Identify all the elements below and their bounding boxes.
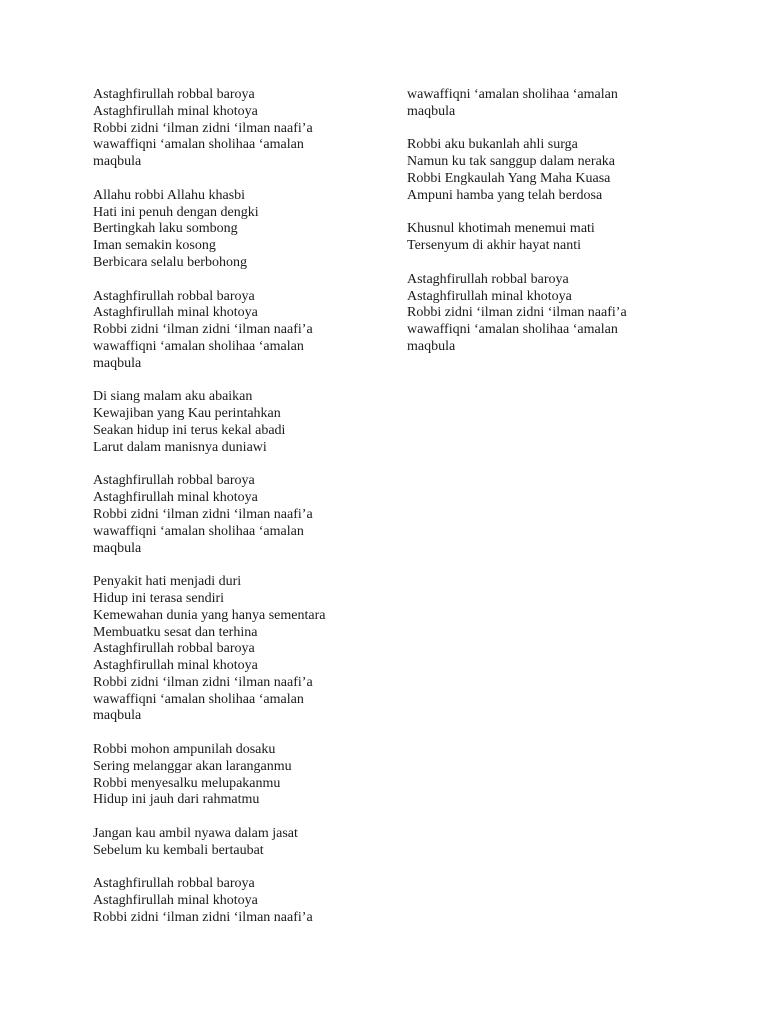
lyric-line: Astaghfirullah robbal baroya bbox=[93, 288, 255, 304]
lyric-line: Kemewahan dunia yang hanya sementara bbox=[93, 607, 326, 623]
lyric-line: Tersenyum di akhir hayat nanti bbox=[407, 238, 581, 254]
left-column bbox=[93, 87, 393, 944]
lyric-line: Berbicara selalu berbohong bbox=[93, 254, 247, 270]
lyric-line: maqbula bbox=[407, 103, 456, 119]
stanza bbox=[407, 87, 707, 121]
lyric-line: wawaffiqni ‘amalan sholihaa ‘amalan bbox=[93, 691, 304, 707]
lyric-line: Astaghfirullah minal khotoya bbox=[93, 893, 258, 909]
lyric-line: wawaffiqni ‘amalan sholihaa ‘amalan bbox=[93, 137, 304, 153]
lyric-line: Astaghfirullah robbal baroya bbox=[93, 876, 255, 892]
lyric-line: Kewajiban yang Kau perintahkan bbox=[93, 406, 281, 422]
stanza bbox=[93, 473, 393, 557]
lyric-line: Robbi menyesalku melupakanmu bbox=[93, 775, 281, 791]
lyric-line: maqbula bbox=[93, 540, 142, 556]
lyric-line: Robbi aku bukanlah ahli surga bbox=[407, 137, 578, 153]
lyric-line: Iman semakin kosong bbox=[93, 238, 216, 254]
lyric-line: Robbi mohon ampunilah dosaku bbox=[93, 742, 276, 758]
stanza bbox=[407, 137, 707, 204]
lyric-line: maqbula bbox=[93, 708, 142, 724]
lyric-line: Astaghfirullah minal khotoya bbox=[93, 490, 258, 506]
lyric-line: Robbi Engkaulah Yang Maha Kuasa bbox=[407, 170, 611, 186]
lyric-line: Allahu robbi Allahu khasbi bbox=[93, 187, 246, 203]
lyric-line: Sering melanggar akan laranganmu bbox=[93, 758, 292, 774]
stanza bbox=[93, 826, 393, 860]
stanza bbox=[93, 289, 393, 373]
lyric-line: Astaghfirullah minal khotoya bbox=[93, 305, 258, 321]
lyric-line: wawaffiqni ‘amalan sholihaa ‘amalan bbox=[407, 322, 618, 338]
lyric-line: Robbi zidni ‘ilman zidni ‘ilman naafi’a bbox=[93, 674, 313, 690]
lyric-line: maqbula bbox=[93, 154, 142, 170]
lyric-line: Astaghfirullah minal khotoya bbox=[407, 288, 572, 304]
lyric-line: Ampuni hamba yang telah berdosa bbox=[407, 187, 603, 203]
lyric-line: Di siang malam aku abaikan bbox=[93, 389, 253, 405]
lyric-line: Astaghfirullah robbal baroya bbox=[93, 87, 255, 102]
lyric-line: wawaffiqni ‘amalan sholihaa ‘amalan bbox=[93, 523, 304, 539]
lyric-line: Robbi zidni ‘ilman zidni ‘ilman naafi’a bbox=[93, 910, 313, 926]
lyric-line: Jangan kau ambil nyawa dalam jasat bbox=[93, 826, 298, 842]
stanza bbox=[93, 876, 393, 926]
lyric-line: Astaghfirullah minal khotoya bbox=[93, 658, 258, 674]
lyric-line: wawaffiqni ‘amalan sholihaa ‘amalan bbox=[93, 338, 304, 354]
lyric-line: Hidup ini jauh dari rahmatmu bbox=[93, 792, 260, 808]
lyric-line: Penyakit hati menjadi duri bbox=[93, 574, 242, 590]
lyric-line: maqbula bbox=[407, 338, 456, 354]
lyric-line: Namun ku tak sanggup dalam neraka bbox=[407, 154, 615, 170]
lyric-line: Bertingkah laku sombong bbox=[93, 221, 238, 237]
lyric-line: Astaghfirullah robbal baroya bbox=[407, 271, 569, 287]
stanza bbox=[407, 272, 707, 356]
lyric-line: Hidup ini terasa sendiri bbox=[93, 590, 225, 606]
lyric-line: Robbi zidni ‘ilman zidni ‘ilman naafi’a bbox=[93, 120, 313, 136]
lyric-line: maqbula bbox=[93, 355, 142, 371]
lyric-line: Sebelum ku kembali bertaubat bbox=[93, 842, 264, 858]
stanza bbox=[407, 221, 707, 255]
stanza bbox=[93, 188, 393, 272]
lyric-line: wawaffiqni ‘amalan sholihaa ‘amalan bbox=[407, 87, 618, 102]
stanza bbox=[93, 574, 393, 725]
lyric-line: Robbi zidni ‘ilman zidni ‘ilman naafi’a bbox=[93, 506, 313, 522]
lyric-line: Astaghfirullah robbal baroya bbox=[93, 473, 255, 489]
lyric-line: Hati ini penuh dengan dengki bbox=[93, 204, 259, 220]
lyric-line: Astaghfirullah minal khotoya bbox=[93, 103, 258, 119]
lyric-line: Khusnul khotimah menemui mati bbox=[407, 221, 595, 237]
stanza bbox=[93, 389, 393, 456]
lyric-line: Robbi zidni ‘ilman zidni ‘ilman naafi’a bbox=[407, 305, 627, 321]
lyric-line: Larut dalam manisnya duniawi bbox=[93, 439, 267, 455]
lyric-line: Astaghfirullah robbal baroya bbox=[93, 641, 255, 657]
stanza bbox=[93, 742, 393, 809]
lyric-line: Robbi zidni ‘ilman zidni ‘ilman naafi’a bbox=[93, 322, 313, 338]
lyric-line: Seakan hidup ini terus kekal abadi bbox=[93, 422, 286, 438]
stanza bbox=[93, 87, 393, 171]
right-column bbox=[407, 87, 707, 373]
lyric-line: Membuatku sesat dan terhina bbox=[93, 624, 258, 640]
